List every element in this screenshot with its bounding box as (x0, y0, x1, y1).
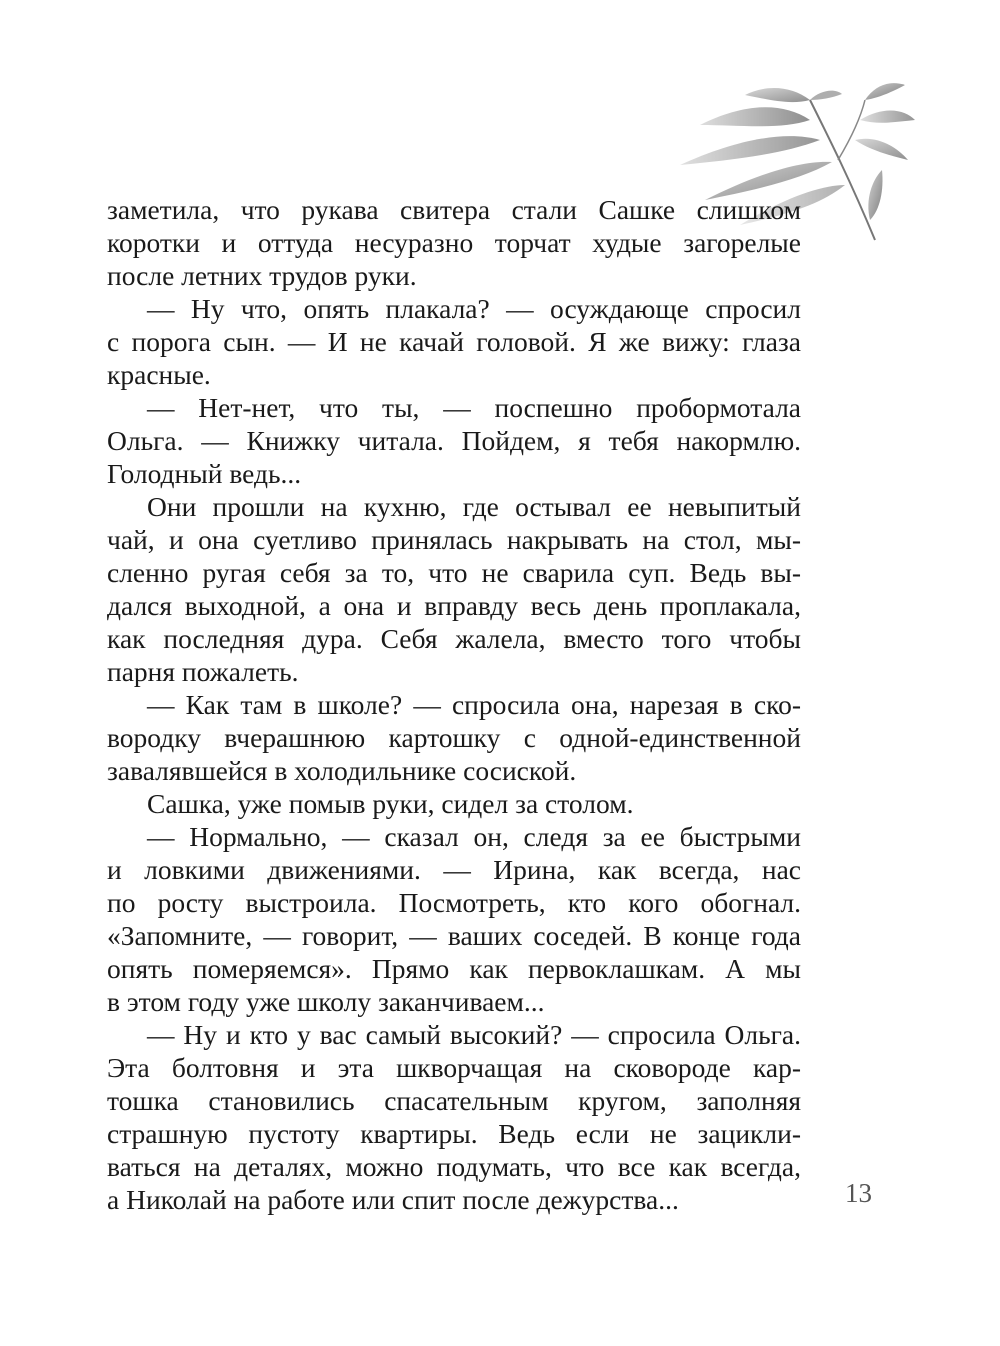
text-line: чай, и она суетливо принялась накрывать на стол, мы- (107, 524, 801, 555)
text-line: Эта болтовня и эта шкворчащая на сковороде кар- (107, 1052, 801, 1083)
text-line: — Ну что, опять плакала? — осуждающе спросил (147, 293, 801, 324)
text-line: «Запомните, — говорит, — ваших соседей. В конце года (107, 920, 801, 951)
page-number: 13 (845, 1178, 872, 1208)
text-line: страшную пустоту квартиры. Ведь если не зацикли- (107, 1118, 801, 1149)
text-line: красные. (107, 359, 211, 390)
body-text (107, 193, 801, 1216)
text-line: опять померяемся». Прямо как первоклашкам. А мы (107, 953, 801, 984)
text-line: Ольга. — Книжку читала. Пойдем, я тебя накормлю. (107, 425, 801, 456)
text-line: — Как там в школе? — спросила она, нарезая в ско- (147, 689, 801, 720)
text-line: коротки и оттуда несуразно торчат худые загорелые (107, 227, 801, 258)
text-line: и ловкими движениями. — Ирина, как всегда, нас (107, 854, 801, 885)
text-line: — Ну и кто у вас самый высокий? — спросила Ольга. (147, 1019, 801, 1050)
text-line: с порога сын. — И не качай головой. Я же вижу: глаза (107, 326, 801, 357)
text-line: парня пожалеть. (107, 656, 299, 687)
text-line: — Нормально, — сказал он, следя за ее быстрыми (147, 821, 801, 852)
text-line: тошка становились спасательным кругом, заполняя (107, 1085, 801, 1116)
text-line: как последняя дура. Себя жалела, вместо того чтобы (107, 623, 801, 654)
text-line: сленно ругая себя за то, что не сварила суп. Ведь вы- (107, 557, 801, 588)
text-line: Они прошли на кухню, где остывал ее невыпитый (147, 491, 801, 522)
text-line: завалявшейся в холодильнике сосиской. (107, 755, 577, 786)
text-line: Сашка, уже помыв руки, сидел за столом. (147, 788, 634, 819)
text-line: ваться на деталях, можно подумать, что все как всегда, (107, 1151, 801, 1182)
text-line: дался выходной, а она и вправду весь день проплакала, (107, 590, 801, 621)
text-line: заметила, что рукава свитера стали Сашке слишком (107, 194, 801, 225)
text-line: вородку вчерашнюю картошку с одной-единственной (107, 722, 801, 753)
text-line: в этом году уже школу заканчиваем... (107, 986, 545, 1017)
text-line: после летних трудов руки. (107, 260, 417, 291)
text-line: а Николай на работе или спит после дежурства... (107, 1184, 679, 1215)
text-line: по росту выстроила. Посмотреть, кто кого обогнал. (107, 887, 801, 918)
text-line: Голодный ведь... (107, 458, 302, 489)
text-line: — Нет-нет, что ты, — поспешно пробормотала (147, 392, 801, 423)
